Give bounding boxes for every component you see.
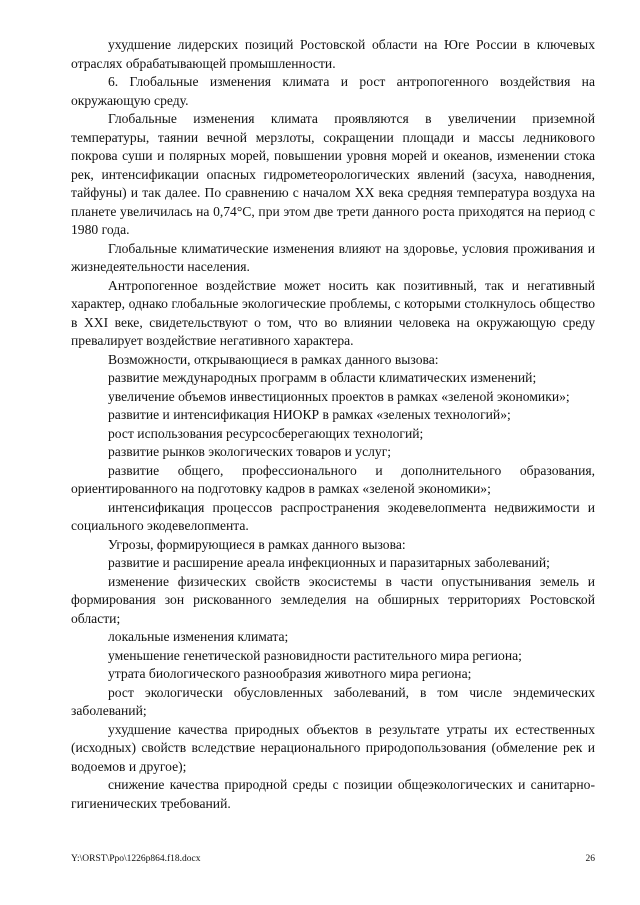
list-item: развитие международных программ в области климатических изменений; — [108, 370, 537, 385]
paragraph: Угрозы, формирующиеся в рамках данного вызова: — [108, 536, 406, 552]
list-item: уменьшение генетической разновидности растительного мира региона; — [108, 647, 522, 663]
list-item: утрата биологического разнообразия животного мира региона; — [108, 666, 472, 681]
list-item: рост использования ресурсосберегающих технологий; — [108, 425, 424, 441]
paragraph: 6. Глобальные изменения климата и рост антропогенного воздействия на окружающую среду. — [71, 74, 595, 108]
page-number: 26 — [585, 854, 595, 864]
list-item: ухудшение качества природных объектов в результате утраты их естественных (исходных) свойств вследствие нерационального природопользования (обмеление рек и водоемов и другое); — [71, 721, 595, 774]
list-item: локальные изменения климата; — [108, 629, 289, 644]
list-item: интенсификация процессов распространения экодевелопмента недвижимости и социального экодевелопмента. — [71, 499, 595, 533]
list-item: развитие рынков экологических товаров и услуг; — [108, 444, 392, 459]
list-item: развитие и расширение ареала инфекционных и паразитарных заболеваний; — [108, 555, 550, 570]
list-item: увеличение объемов инвестиционных проектов в рамках «зеленой экономики»; — [108, 388, 570, 404]
list-item: развитие и интенсификация НИОКР в рамках «зеленых технологий»; — [108, 407, 511, 422]
list-item: развитие общего, профессионального и дополнительного образования, ориентированного на подготовку кадров в рамках «зеленой экономики»; — [71, 462, 595, 496]
paragraph: Глобальные изменения климата проявляются в увеличении приземной температуры, таянии вечной мерзлоты, сокращении площади и массы ледникового покрова суши и полярных морей, повышении уровня морей и океанов, изменении стока рек, интенсификации опасных гидрометеорологических явлений (засуха, наводнения, тайфуны) и так далее. По сравнению с началом XX века средняя температура воздуха на планете увеличилась на 0,74°C, при этом две трети данного роста приходятся на период с 1980 года. — [71, 111, 595, 237]
page-footer — [71, 853, 595, 865]
list-item: рост экологически обусловленных заболеваний, в том числе эндемических заболеваний; — [71, 684, 595, 718]
paragraph: ухудшение лидерских позиций Ростовской области на Юге России в ключевых отраслях обрабатывающей промышленности. — [71, 37, 595, 71]
paragraph: Антропогенное воздействие может носить как позитивный, так и негативный характер, однако глобальные экологические проблемы, с которыми столкнулось общество в XXI веке, свидетельствуют о том, что во влиянии человека на окружающую среду превалирует воздействие негативного характера. — [71, 277, 595, 348]
paragraph: Глобальные климатические изменения влияют на здоровье, условия проживания и жизнедеятельности населения. — [71, 240, 595, 274]
document-body — [71, 36, 595, 813]
paragraph: Возможности, открывающиеся в рамках данного вызова: — [108, 351, 439, 367]
footer-file-path: Y:\ORST\Ppo\1226p864.f18.docx — [71, 854, 201, 864]
list-item: снижение качества природной среды с позиции общеэкологических и санитарно-гигиенических требований. — [71, 777, 595, 811]
list-item: изменение физических свойств экосистемы в части опустынивания земель и формирования зон рискованного земледелия на обширных территориях Ростовской области; — [71, 573, 595, 626]
